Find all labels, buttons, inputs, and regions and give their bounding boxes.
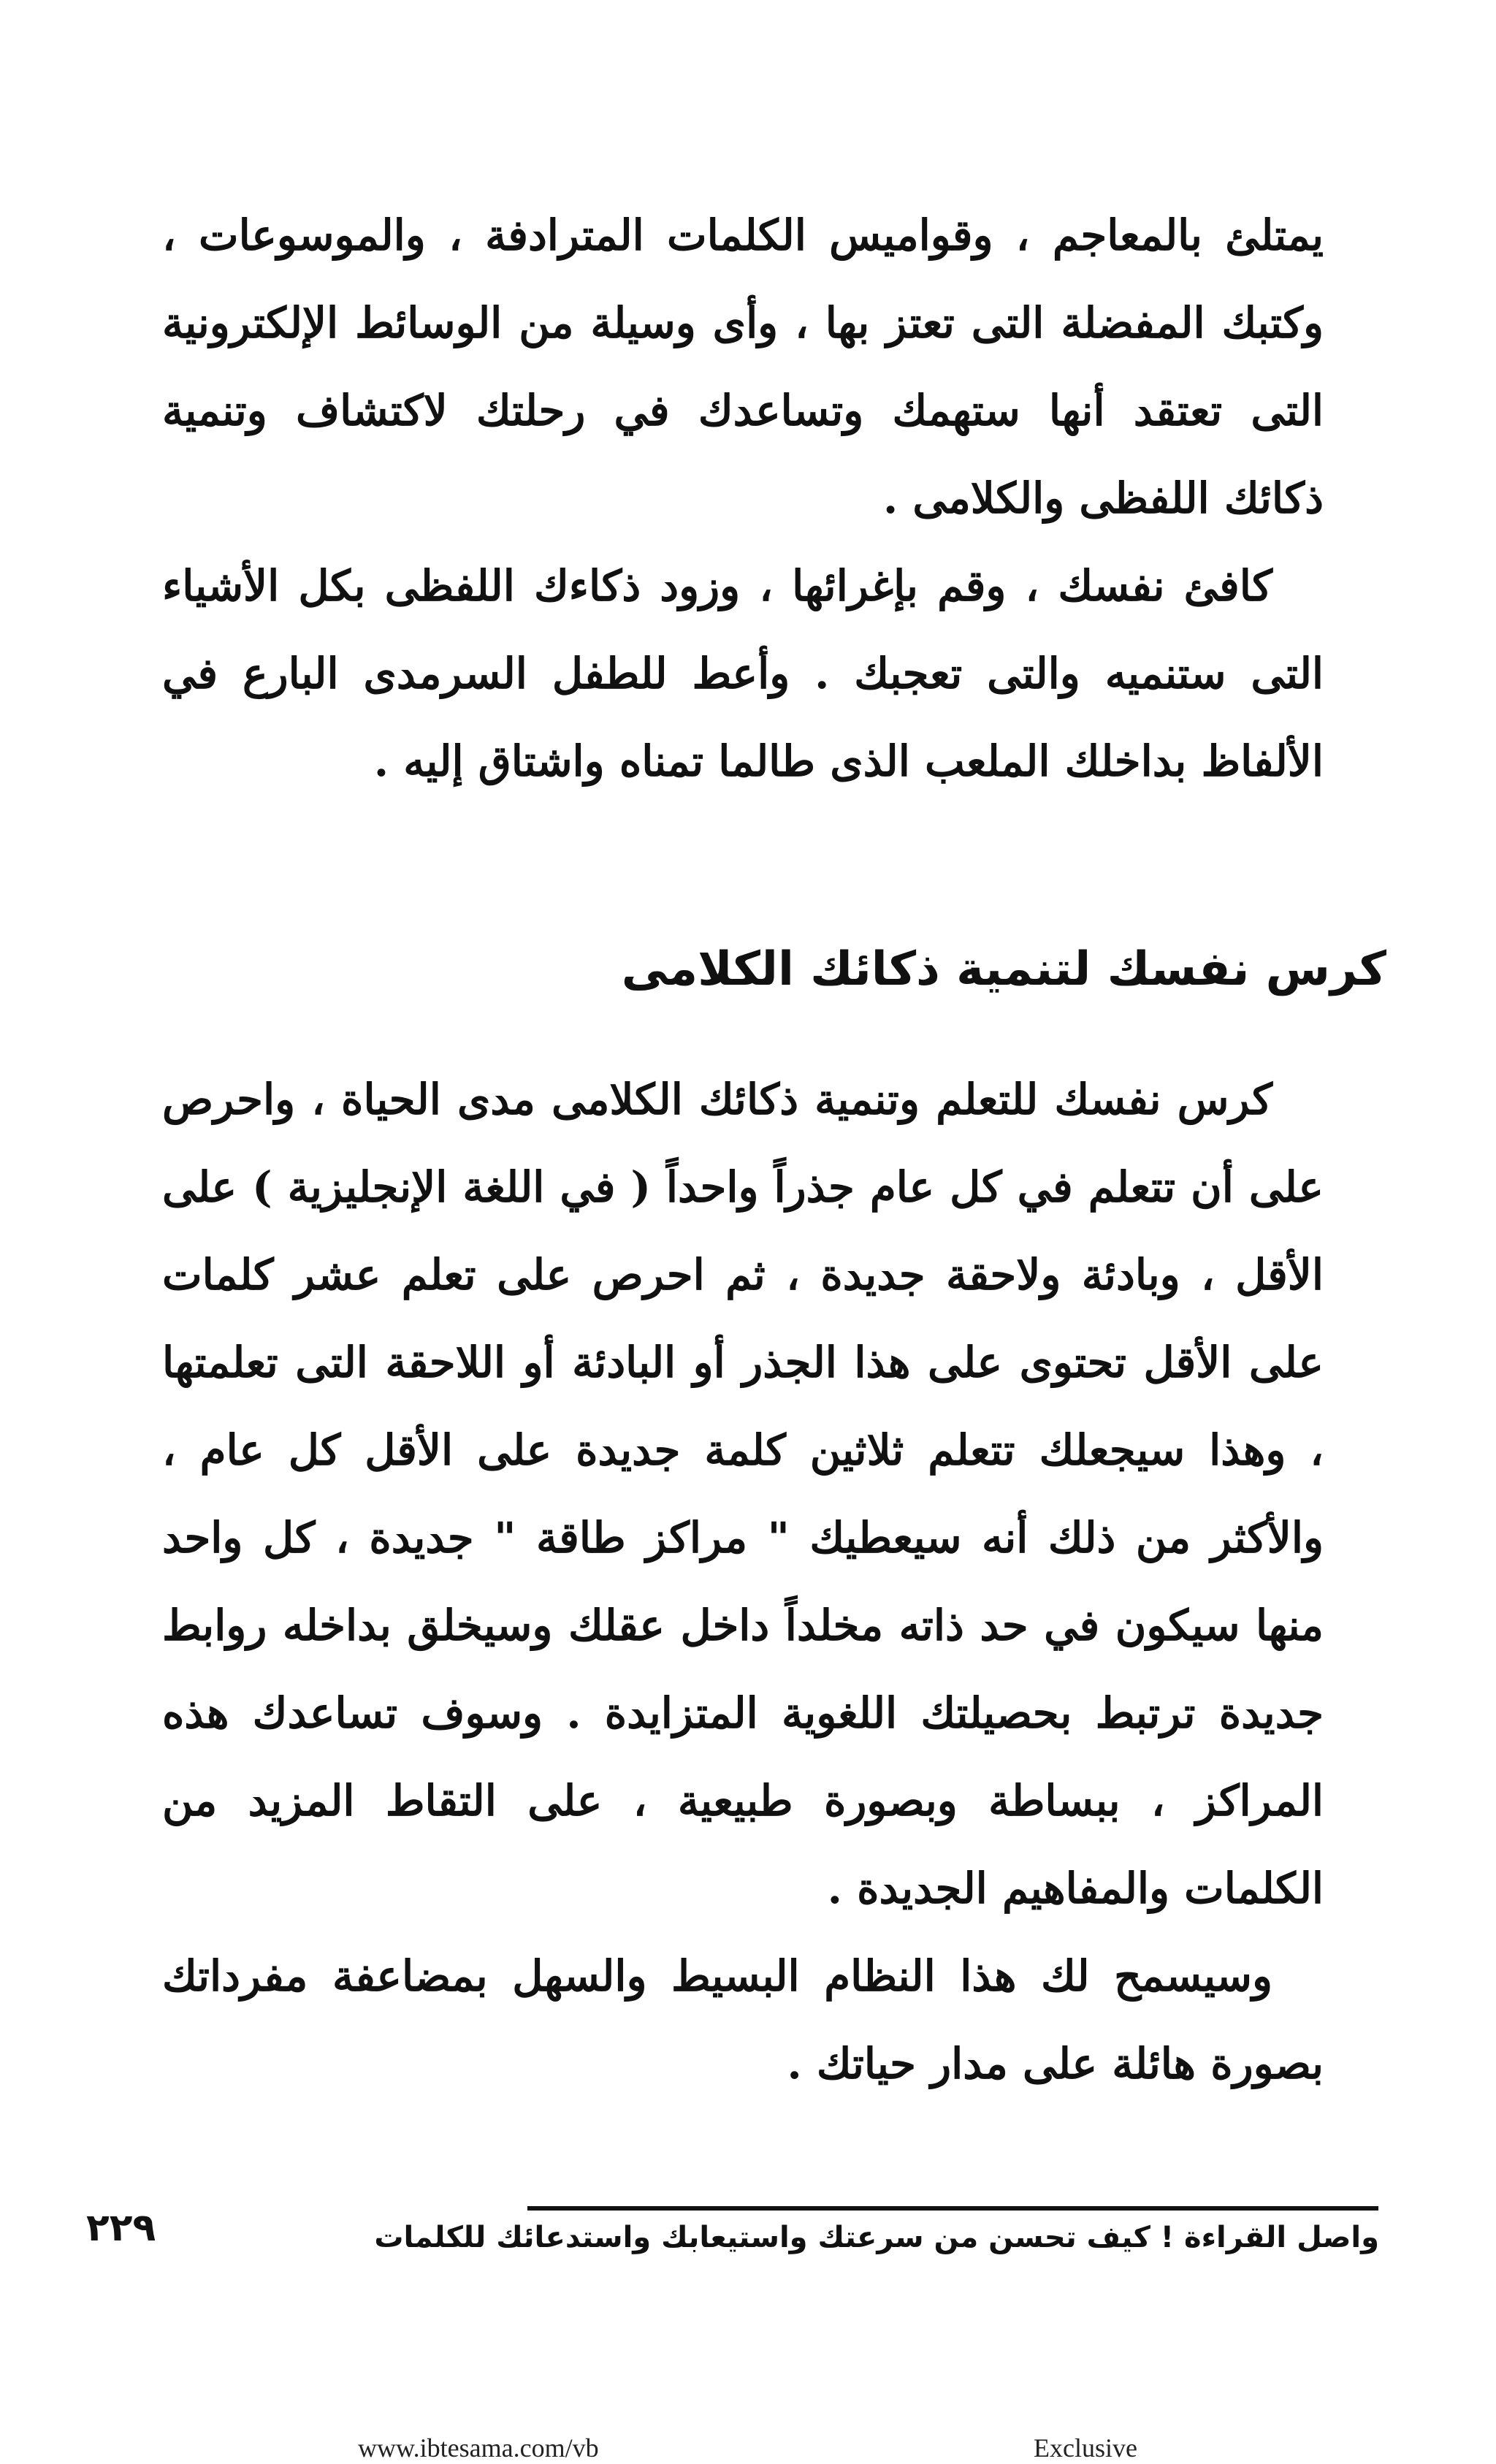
paragraph: كافئ نفسك ، وقم بإغرائها ، وزود ذكاءك اللفظى بكل الأشياء التى ستنميه والتى تعجبك . وأعط للطفل السرمدى البارع في الألفاظ بداخلك الملعب الذى طالما تمناه واشتاق إليه .	[162, 561, 1324, 786]
watermark-label: Exclusive	[1034, 2433, 1137, 2463]
paragraph: وسيسمح لك هذا النظام البسيط والسهل بمضاعفة مفرداتك بصورة هائلة على مدار حياتك .	[162, 1951, 1324, 2089]
body-text-top	[162, 191, 1324, 805]
footer-divider	[527, 2206, 1378, 2211]
page-number: ٢٢٩	[86, 2206, 156, 2250]
paragraph: يمتلئ بالمعاجم ، وقواميس الكلمات المترادفة ، والموسوعات ، وكتبك المفضلة التى تعتز بها ، وأى وسيلة من الوسائط الإلكترونية التى تعتقد أنها ستهمك وتساعدك في رحلتك لاكتشاف وتنمية ذكائك اللفظى والكلامى .	[162, 210, 1324, 523]
watermark-url: www.ibtesama.com/vb	[358, 2433, 599, 2463]
paragraph: كرس نفسك للتعلم وتنمية ذكائك الكلامى مدى الحياة ، واحرص على أن تتعلم في كل عام جذراً واحداً ( في اللغة الإنجليزية ) على الأقل ، وبادئة ولاحقة جديدة ، ثم احرص على تعلم عشر كلمات على الأقل تحتوى على هذا الجذر أو البادئة أو اللاحقة التى تعلمتها ، وهذا سيجعلك تتعلم ثلاثين كلمة جديدة على الأقل كل عام ، والأكثر من ذلك أنه سيعطيك " مراكز طاقة " جديدة ، كل واحد منها سيكون في حد ذاته مخلداً داخل عقلك وسيخلق بداخله روابط جديدة ترتبط بحصيلتك اللغوية المتزايدة . وسوف تساعدك هذه المراكز ، ببساطة وبصورة طبيعية ، على التقاط المزيد من الكلمات والمفاهيم الجديدة .	[162, 1075, 1324, 1913]
running-footer-title: واصل القراءة ! كيف تحسن من سرعتك واستيعابك واستدعائك للكلمات	[374, 2221, 1379, 2254]
section-heading: كرس نفسك لتنمية ذكائك الكلامى	[621, 942, 1386, 996]
body-text-bottom	[162, 1056, 1324, 2108]
